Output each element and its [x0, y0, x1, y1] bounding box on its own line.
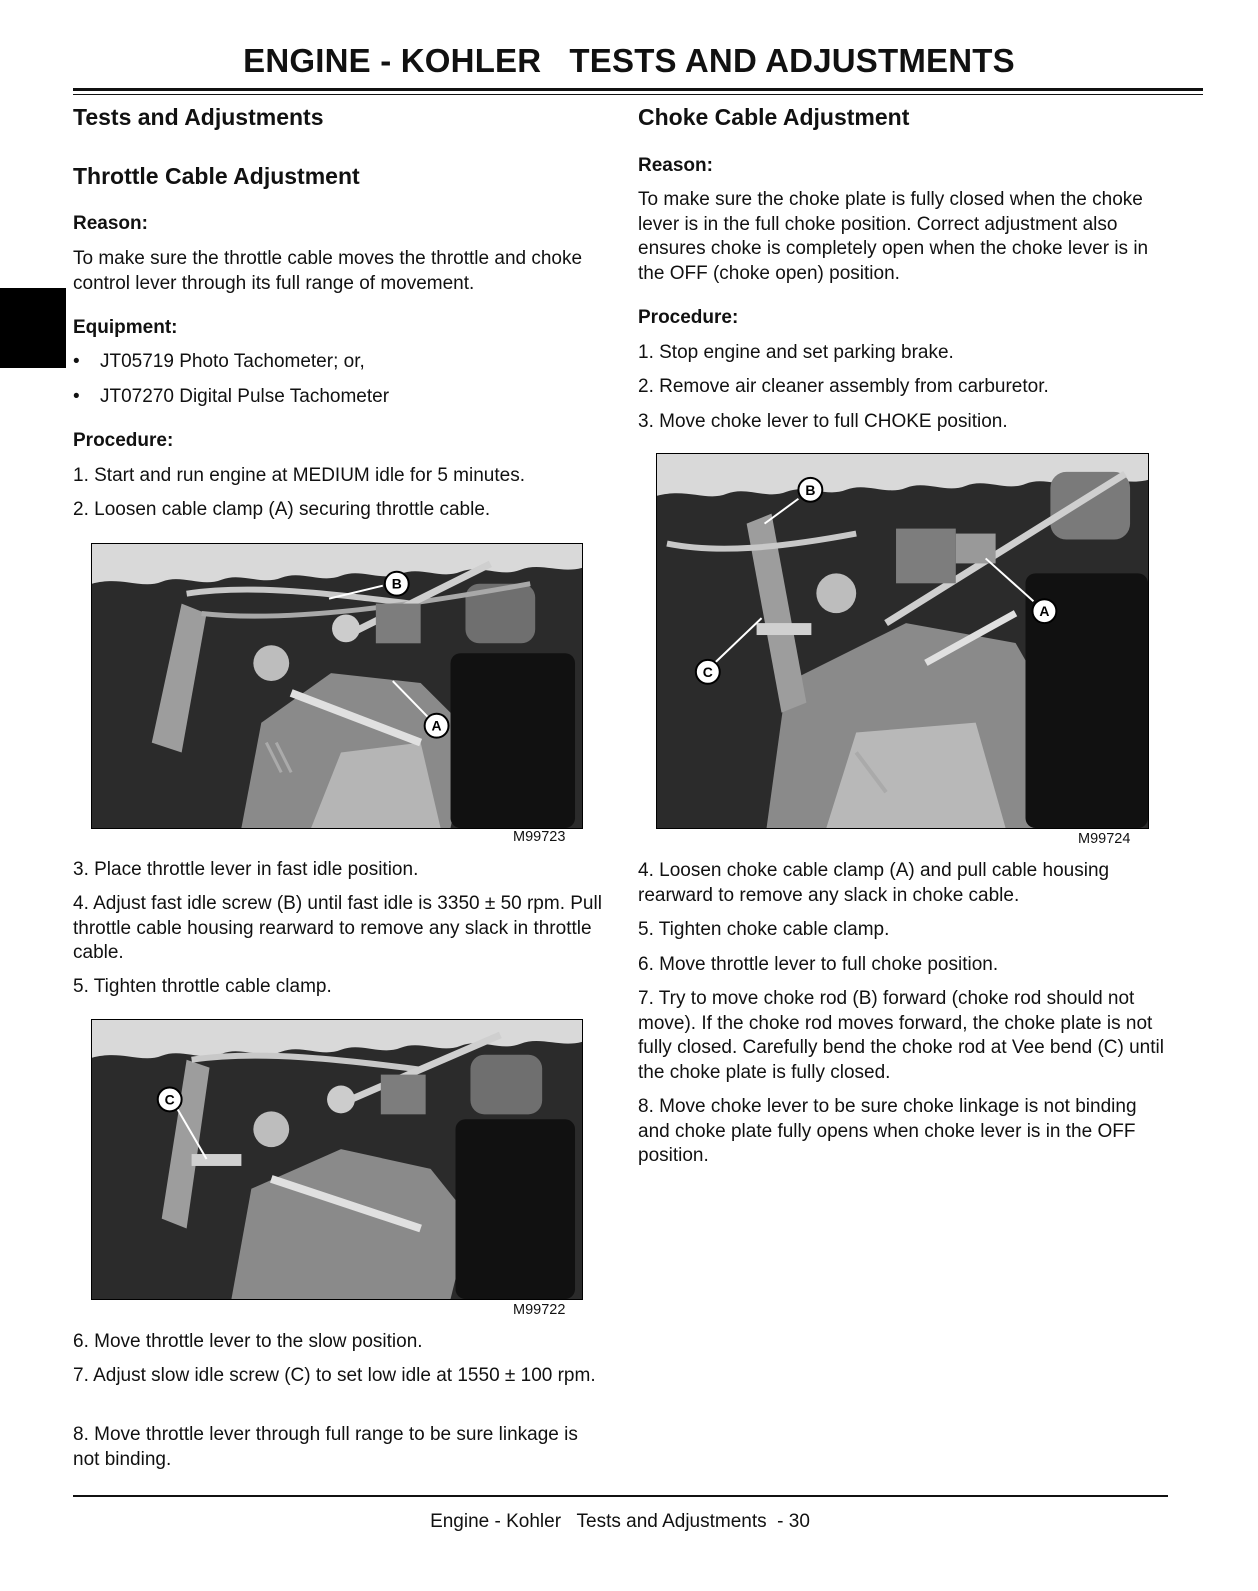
bullet-mark: •: [73, 386, 80, 407]
callout-label: B: [805, 481, 816, 498]
procedure-label: Procedure:: [73, 430, 174, 451]
footer-rule: [73, 1495, 1168, 1497]
procedure-step: 2. Loosen cable clamp (A) securing throttle cable.: [73, 499, 491, 520]
equipment-text: JT05719 Photo Tachometer; or,: [100, 351, 365, 372]
reason-label: Reason:: [73, 213, 148, 234]
throttle-title: Throttle Cable Adjustment: [73, 163, 360, 189]
section-tab-marker: [0, 288, 66, 368]
callout-label: C: [164, 1091, 175, 1108]
callout-label: A: [431, 717, 442, 734]
procedure-step: 3. Place throttle lever in fast idle position.: [73, 859, 419, 880]
engine-photo-choke-linkage: [656, 453, 1149, 829]
reason-text: To make sure the choke plate is fully closed when the choke lever is in the full choke position. Correct adjustment also ensures choke is completely open when the choke lever is in the OFF (choke open) position.: [638, 189, 1149, 284]
bullet-mark: •: [73, 351, 80, 372]
figure-code: M99724: [1078, 831, 1131, 847]
procedure-step: 1. Stop engine and set parking brake.: [638, 342, 954, 363]
procedure-step: 4. Adjust fast idle screw (B) until fast idle is 3350 ± 50 rpm. Pull throttle cable housing rearward to remove any slack in throttle cable.: [73, 893, 602, 963]
page-title: ENGINE - KOHLER TESTS AND ADJUSTMENTS: [243, 42, 1015, 79]
header-rule: [73, 88, 1203, 91]
procedure-step: 6. Move throttle lever to the slow position.: [73, 1331, 423, 1352]
equipment-item: [73, 386, 389, 408]
reason-text: To make sure the throttle cable moves the throttle and choke control lever through its full range of movement.: [73, 248, 583, 294]
procedure-step: 2. Remove air cleaner assembly from carburetor.: [638, 376, 1049, 397]
callout-label: C: [702, 663, 713, 680]
procedure-step: 3. Move choke lever to full CHOKE position.: [638, 411, 1008, 432]
equipment-item: [73, 351, 365, 373]
figure-code: M99722: [513, 1302, 566, 1318]
procedure-step: 5. Tighten throttle cable clamp.: [73, 976, 332, 997]
engine-photo-slow-idle-screw: [91, 1019, 583, 1300]
procedure-step: 7. Try to move choke rod (B) forward (choke rod should not move). If the choke rod moves forward, the choke plate is not fully closed. Carefully bend the choke rod at Vee bend (C) until the choke plate is fully closed.: [638, 988, 1164, 1083]
procedure-step: 5. Tighten choke cable clamp.: [638, 919, 890, 940]
procedure-step: 6. Move throttle lever to full choke position.: [638, 954, 999, 975]
equipment-label: Equipment:: [73, 317, 178, 338]
header-rule-thin: [73, 94, 1203, 95]
engine-photo-throttle-clamp: [91, 543, 583, 829]
procedure-step: 4. Loosen choke cable clamp (A) and pull cable housing rearward to remove any slack in choke cable.: [638, 860, 1110, 906]
section-title: Tests and Adjustments: [73, 104, 324, 130]
reason-label: Reason:: [638, 155, 713, 176]
procedure-step: 1. Start and run engine at MEDIUM idle for 5 minutes.: [73, 465, 525, 486]
callout-label: B: [391, 575, 402, 592]
choke-title: Choke Cable Adjustment: [638, 104, 910, 130]
callout-label: A: [1039, 603, 1050, 620]
figure-code: M99723: [513, 829, 566, 845]
procedure-step: 8. Move throttle lever through full range to be sure linkage is not binding.: [73, 1424, 578, 1470]
procedure-step: 8. Move choke lever to be sure choke linkage is not binding and choke plate fully opens when choke lever is in the OFF position.: [638, 1096, 1137, 1166]
procedure-step: 7. Adjust slow idle screw (C) to set low idle at 1550 ± 100 rpm.: [73, 1365, 596, 1386]
procedure-label: Procedure:: [638, 307, 739, 328]
equipment-text: JT07270 Digital Pulse Tachometer: [100, 386, 390, 407]
page-footer: Engine - Kohler Tests and Adjustments - 30: [430, 1511, 810, 1532]
